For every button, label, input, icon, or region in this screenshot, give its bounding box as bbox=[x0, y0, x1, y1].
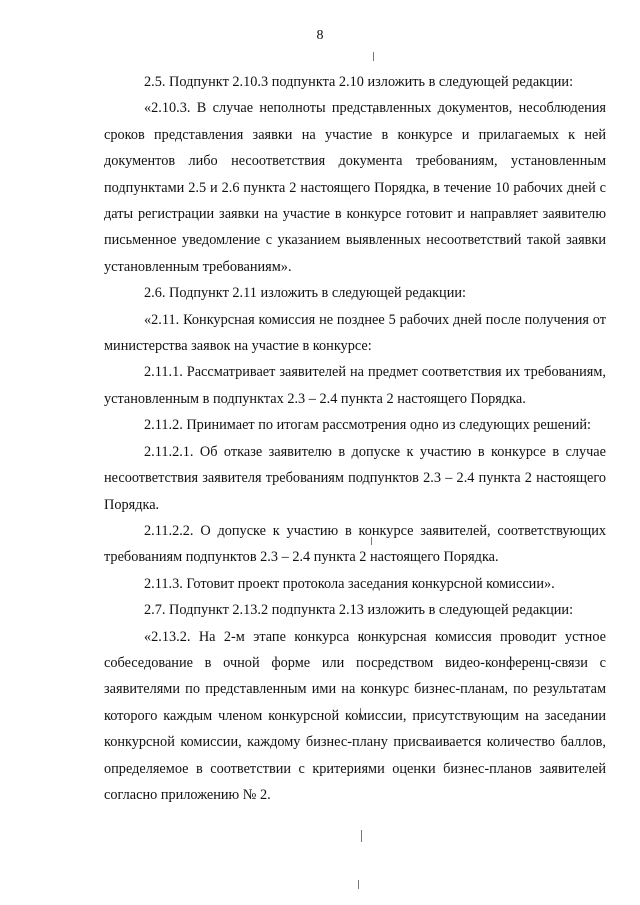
paragraph-2-11-1: 2.11.1. Рассматривает заявителей на предмет соответствия их требованиям, установленным в подпунктах 2.3 – 2.4 пункта 2 настоящего Порядка. bbox=[104, 364, 606, 407]
scan-mark bbox=[373, 52, 374, 61]
paragraph-2-11-2-2: 2.11.2.2. О допуске к участию в конкурсе заявителей, соответствующих требованиям подпунктов 2.3 – 2.4 пункта 2 настоящего Порядка. bbox=[104, 522, 606, 566]
paragraph-2-6: 2.6. Подпункт 2.11 изложить в следующей редакции: bbox=[144, 285, 466, 302]
paragraph-2-10-3: «2.10.3. В случае неполноты представленных документов, несоблюдения сроков представления заявки на участие в конкурсе и прилагаемых к ней документов либо несоответствия документа требованиям, установленным подпунктами 2.5 и 2.6 пункта 2 настоящего Порядка, в течение 10 рабочих дней с даты регистрации заявки на участие в конкурсе готовит и направляет заявителю письменное уведомление с указанием выявленных несоответствий такой заявки установленным требованиям». bbox=[104, 100, 606, 275]
scan-mark bbox=[358, 880, 359, 889]
paragraph-2-11: «2.11. Конкурсная комиссия не позднее 5 рабочих дней после получения от министерства заявок на участие в конкурсе: bbox=[104, 311, 606, 355]
document-body bbox=[104, 69, 606, 808]
paragraph-2-11-2: 2.11.2. Принимает по итогам рассмотрения одно из следующих решений: bbox=[144, 417, 592, 434]
page-number: 8 bbox=[316, 28, 324, 43]
paragraph-2-11-3: 2.11.3. Готовит проект протокола заседания конкурсной комиссии». bbox=[144, 575, 555, 592]
paragraph-2-13-2: «2.13.2. На 2-м этапе конкурса конкурсная комиссия проводит устное собеседование в очной форме или посредством видео-конференц-связи с заявителями по представленным ими на конкурс бизнес-планам, по результатам которого каждым членом конкурсной комиссии, присутствующим на заседании конкурсной комиссии, каждому бизнес-плану присваивается количество баллов, определяемое в соответствии с критериями оценки бизнес-планов заявителей согласно приложению № 2. bbox=[104, 628, 606, 803]
scan-mark bbox=[361, 830, 362, 842]
paragraph-2-7: 2.7. Подпункт 2.13.2 подпункта 2.13 изложить в следующей редакции: bbox=[144, 602, 574, 619]
paragraph-2-5: 2.5. Подпункт 2.10.3 подпункта 2.10 изложить в следующей редакции: bbox=[144, 74, 574, 90]
paragraph-2-11-2-1: 2.11.2.1. Об отказе заявителю в допуске к участию в конкурсе в случае несоответствия заявителя требованиям подпунктов 2.3 – 2.4 пункта 2 настоящего Порядка. bbox=[104, 443, 606, 513]
